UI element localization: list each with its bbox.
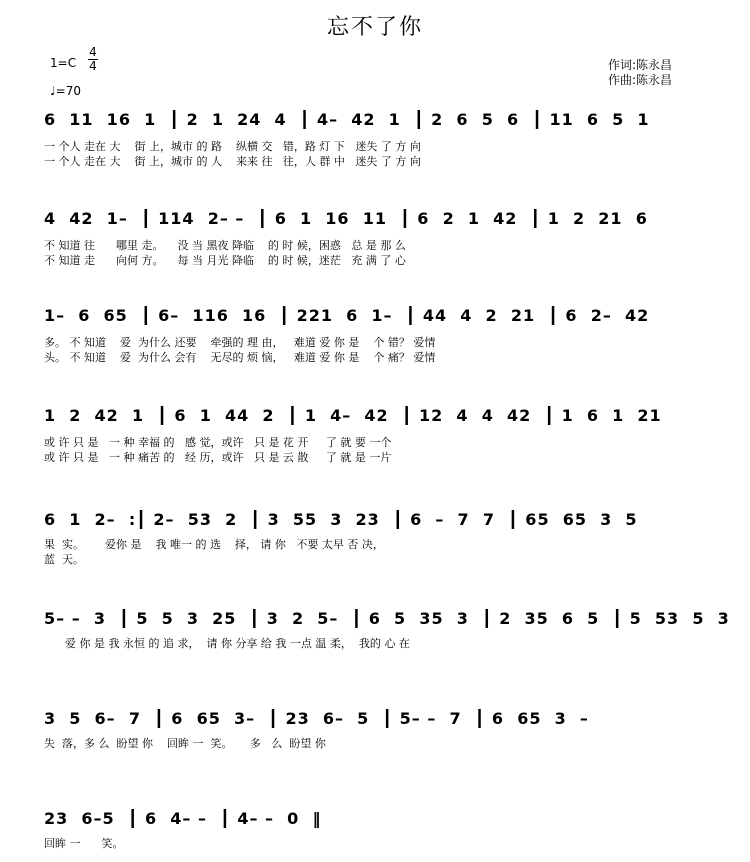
lyric-verse-1: 多。 不 知道 爱 为什么 还要 牵强的 理 由， 难道 爱 你 是 个 错？ 爱情 xyxy=(44,336,436,349)
lyric-verse-1: 爱 你 是 我 永恒 的 追 求， 请 你 分享 给 我 一点 温 柔， 我的 心 在 xyxy=(44,637,410,650)
lyric-verse-1: 或 许 只 是 一 种 幸福 的 感 觉，或许 只 是 花 开 了 就 要 一个 xyxy=(44,436,392,449)
composer-credit: 作曲:陈永昌 xyxy=(608,73,673,87)
key-signature: 1=C xyxy=(50,56,77,70)
notes-line: 4 42 1– ┃ 114 2– – ┃ 6 1 16 11 ┃ 6 2 1 42 ┃ 1 2 21 6 xyxy=(44,209,648,228)
time-signature-bottom: 4 xyxy=(89,59,97,73)
lyric-verse-1: 一 个人 走在 大 街 上，城市 的 路 纵横 交 错，路 灯 下 迷失 了 方 向 xyxy=(44,140,421,153)
lyric-verse-2: 或 许 只 是 一 种 痛苦 的 经 历，或许 只 是 云 散 了 就 是 一片 xyxy=(44,451,392,464)
lyric-verse-1: 失 落，多 么 盼望 你 回眸 一 笑。 多 么 盼望 你 xyxy=(44,737,326,750)
lyric-verse-2: 不 知道 走 向何 方。 每 当 月光 降临 的 时 候，迷茫 充 满 了 心 xyxy=(44,254,406,267)
notes-line: 1– 6 65 ┃ 6– 116 16 ┃ 221 6 1– ┃ 44 4 2 21 ┃ 6 2– 42 xyxy=(44,306,650,325)
notes-line: 5– – 3 ┃ 5 5 3 25 ┃ 3 2 5– ┃ 6 5 35 3 ┃ 2 35 6 5 ┃ 5 53 5 3 xyxy=(44,609,730,628)
notes-line: 6 11 16 1 ┃ 2 1 24 4 ┃ 4– 42 1 ┃ 2 6 5 6 ┃ 11 6 5 1 xyxy=(44,110,650,129)
lyricist-credit: 作词:陈永昌 xyxy=(608,58,673,72)
lyric-verse-1: 不 知道 往 哪里 走。 没 当 黑夜 降临 的 时 候，困惑 总 是 那 么 xyxy=(44,239,406,252)
song-title: 忘不了你 xyxy=(326,15,423,40)
lyric-verse-2: 一 个人 走在 大 街 上，城市 的 人 来来 往 往，人 群 中 迷失 了 方 向 xyxy=(44,155,421,168)
lyric-verse-2: 头。 不 知道 爱 为什么 会有 无尽的 烦 恼， 难道 爱 你 是 个 痛？ 爱情 xyxy=(44,351,436,364)
time-signature xyxy=(87,46,99,73)
lyric-verse-2: 蓝 天。 xyxy=(44,553,84,566)
lyric-verse-1: 果 实。 爱你 是 我 唯一 的 选 择， 请 你 不要 太早 否 决， xyxy=(44,538,384,551)
time-signature-top: 4 xyxy=(89,45,97,59)
notes-line: 1 2 42 1 ┃ 6 1 44 2 ┃ 1 4– 42 ┃ 12 4 4 42 ┃ 1 6 1 21 xyxy=(44,406,662,425)
notes-line: 3 5 6– 7 ┃ 6 65 3– ┃ 23 6– 5 ┃ 5– – 7 ┃ 6 65 3 – xyxy=(44,709,589,728)
tempo-marking: ♩=70 xyxy=(50,84,81,98)
notes-line: 23 6–5 ┃ 6 4– – ┃ 4– – 0 ‖ xyxy=(44,809,322,828)
lyric-verse-1: 回眸 一 笑。 xyxy=(44,837,124,850)
notes-line: 6 1 2– :┃ 2– 53 2 ┃ 3 55 3 23 ┃ 6 – 7 7 ┃ 65 65 3 5 xyxy=(44,510,638,529)
